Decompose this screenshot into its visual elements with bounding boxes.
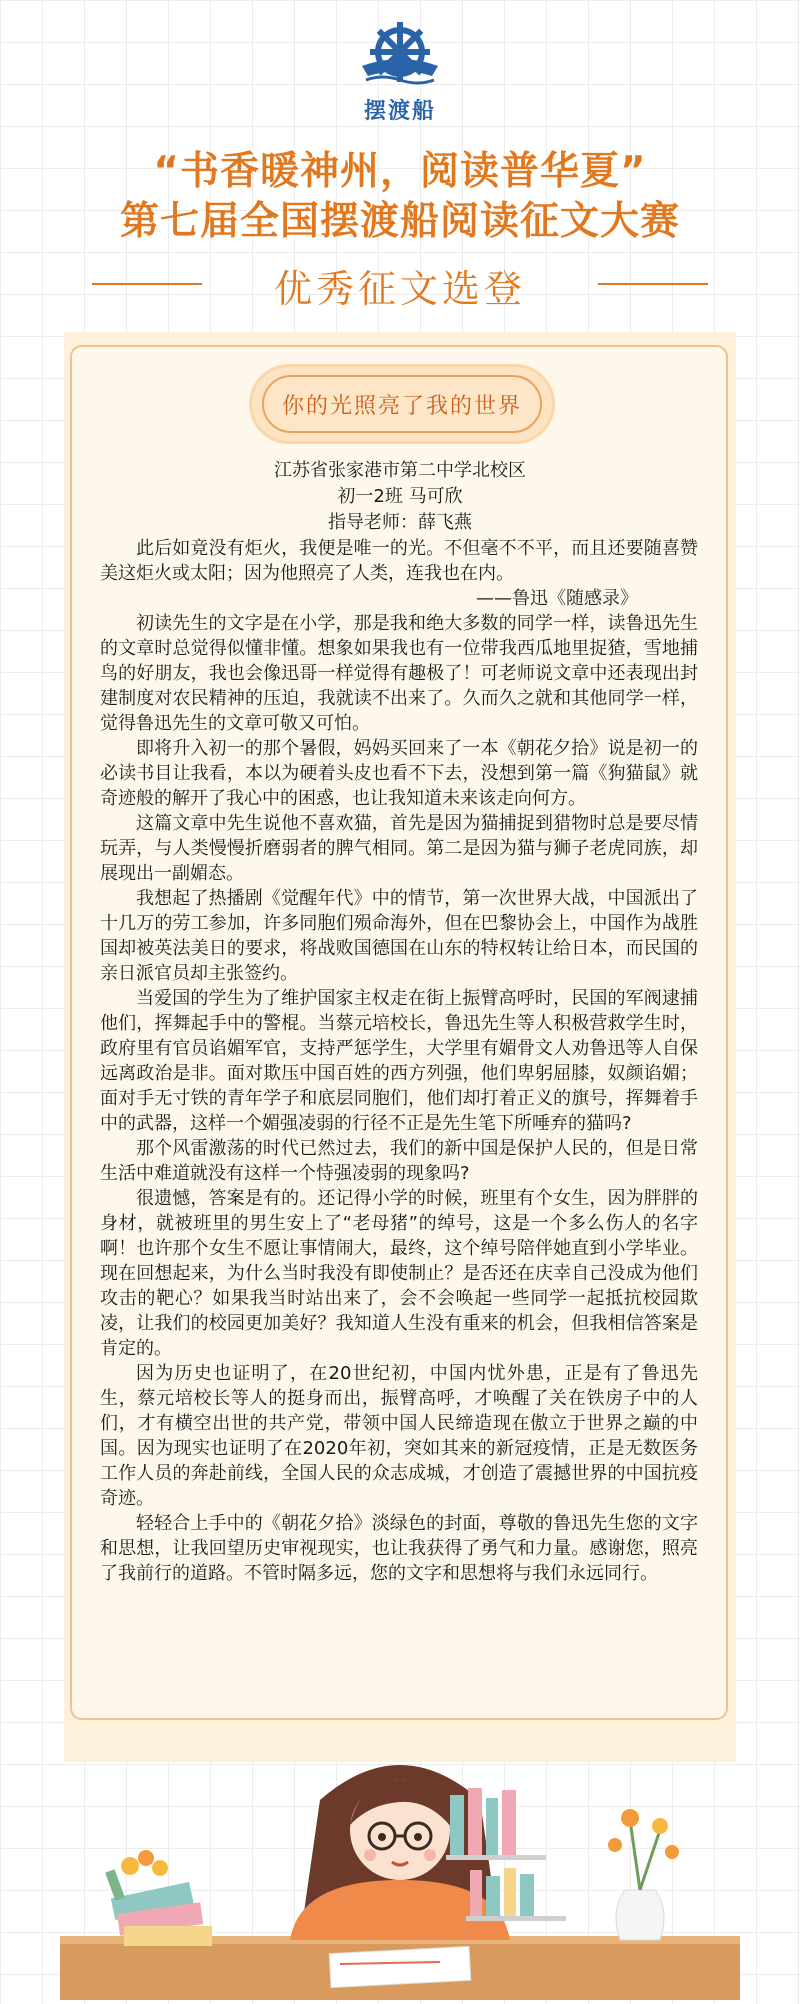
article-title-badge: [252, 367, 552, 441]
epigraph-source: ——鲁迅《随感录》: [476, 588, 638, 609]
paragraph: 当爱国的学生为了维护国家主权走在街上振臂高呼时，民国的军阀逮捕他们，挥舞起手中的警棍。当蔡元培校长，鲁迅先生等人积极营救学生时，政府里有官员谄媚军官，支持严惩学生，大学里有媚骨文人劝鲁迅等人自保远离政治是非。面对欺压中国百姓的西方列强，他们卑躬屈膝，奴颜谄媚；面对手无寸铁的青年学子和底层同胞们，他们却打着正义的旗号，挥舞着手中的武器，这样一个媚强凌弱的行径不正是先生笔下所唾弃的猫吗?: [100, 988, 698, 1134]
article-title: 你的光照亮了我的世界: [281, 393, 522, 419]
section-header: [0, 252, 800, 316]
flower-vase-icon: [608, 1809, 679, 1940]
ship-wheel-icon: [352, 22, 448, 88]
brand-logo: [352, 22, 448, 125]
book-stack-icon: [105, 1850, 212, 1946]
paragraph: 轻轻合上手中的《朝花夕拾》淡绿色的封面，尊敬的鲁迅先生您的文字和思想，让我回望历史审视现实，也让我获得了勇气和力量。感谢您，照亮了我前行的道路。不管时隔多远，您的文字和思想将与我们永远同行。: [100, 1513, 698, 1584]
section-subtitle: 优秀征文选登: [273, 267, 526, 311]
paragraph: 很遗憾，答案是有的。还记得小学的时候，班里有个女生，因为胖胖的身材，就被班里的男生安上了“老母猪”的绰号，这是一个多么伤人的名字啊！也许那个女生不愿让事情闹大，最终，这个绰号陪伴她直到小学毕业。现在回想起来，为什么当时我没有即使制止？是否还在庆幸自己没成为他们攻击的靶心？如果我当时站出来了，会不会唤起一些同学一起抵抗校园欺凌，让我们的校园更加美好？我知道人生没有重来的机会，但我相信答案是肯定的。: [100, 1188, 698, 1359]
paragraph: 我想起了热播剧《觉醒年代》中的情节，第一次世界大战，中国派出了十几万的劳工参加，许多同胞们殒命海外，但在巴黎协会上，中国作为战胜国却被英法美日的要求，将战败国德国在山东的特权转让给日本，而民国的亲日派官员却主张签约。: [100, 888, 698, 984]
reading-girl-illustration: [0, 1740, 800, 2000]
paragraph: 因为历史也证明了，在20世纪初，中国内忧外患，正是有了鲁迅先生，蔡元培校长等人的挺身而出，振臂高呼，才唤醒了关在铁房子中的人们，才有横空出世的共产党，带领中国人民缔造现在傲立于世界之巅的中国。因为现实也证明了在2020年初，突如其来的新冠疫情，正是无数医务工作人员的奔赴前线，全国人民的众志成城，才创造了震撼世界的中国抗疫奇迹。: [100, 1363, 698, 1509]
brand-name: 摆渡船: [363, 99, 436, 124]
divider-right: [598, 283, 708, 285]
paragraph: 那个风雷激荡的时代已然过去，我们的新中国是保护人民的，但是日常生活中难道就没有这样一个恃强凌弱的现象吗?: [100, 1138, 698, 1184]
epigraph-quote: 此后如竟没有炬火，我便是唯一的光。不但毫不不平，而且还要随喜赞美这炬火或太阳；因为他照亮了人类，连我也在内。: [100, 538, 698, 584]
author-teacher: 指导老师：薛飞燕: [328, 512, 472, 533]
paragraph: 即将升入初一的那个暑假，妈妈买回来了一本《朝花夕拾》说是初一的必读书目让我看，本以为硬着头皮也看不下去，没想到第一篇《狗猫鼠》就奇迹般的解开了我心中的困惑，也让我知道未来该走向何方。: [100, 738, 698, 809]
article-body: [100, 536, 698, 1586]
author-school: 江苏省张家港市第二中学北校区: [274, 460, 526, 481]
event-title: 第七届全国摆渡船阅读征文大赛: [119, 199, 680, 244]
paragraph: 初读先生的文字是在小学，那是我和绝大多数的同学一样，读鲁迅先生的文章时总觉得似懂非懂。想象如果我也有一位带我西瓜地里捉猹，雪地捕鸟的好朋友，我也会像迅哥一样觉得有趣极了！可老师说文章中还表现出封建制度对农民精神的压迫，我就读不出来了。久而久之就和其他同学一样，觉得鲁迅先生的文章可敬又可怕。: [100, 613, 698, 734]
author-block: [0, 458, 800, 536]
author-class-name: 初一2班 马可欣: [337, 486, 463, 507]
paragraph: 这篇文章中先生说他不喜欢猫，首先是因为猫捕捉到猎物时总是要尽情玩弄，与人类慢慢折磨弱者的脾气相同。第二是因为猫与狮子老虎同族，却展现出一副媚态。: [100, 813, 698, 884]
event-slogan: “书香暖神州，阅读普华夏”: [153, 149, 647, 194]
